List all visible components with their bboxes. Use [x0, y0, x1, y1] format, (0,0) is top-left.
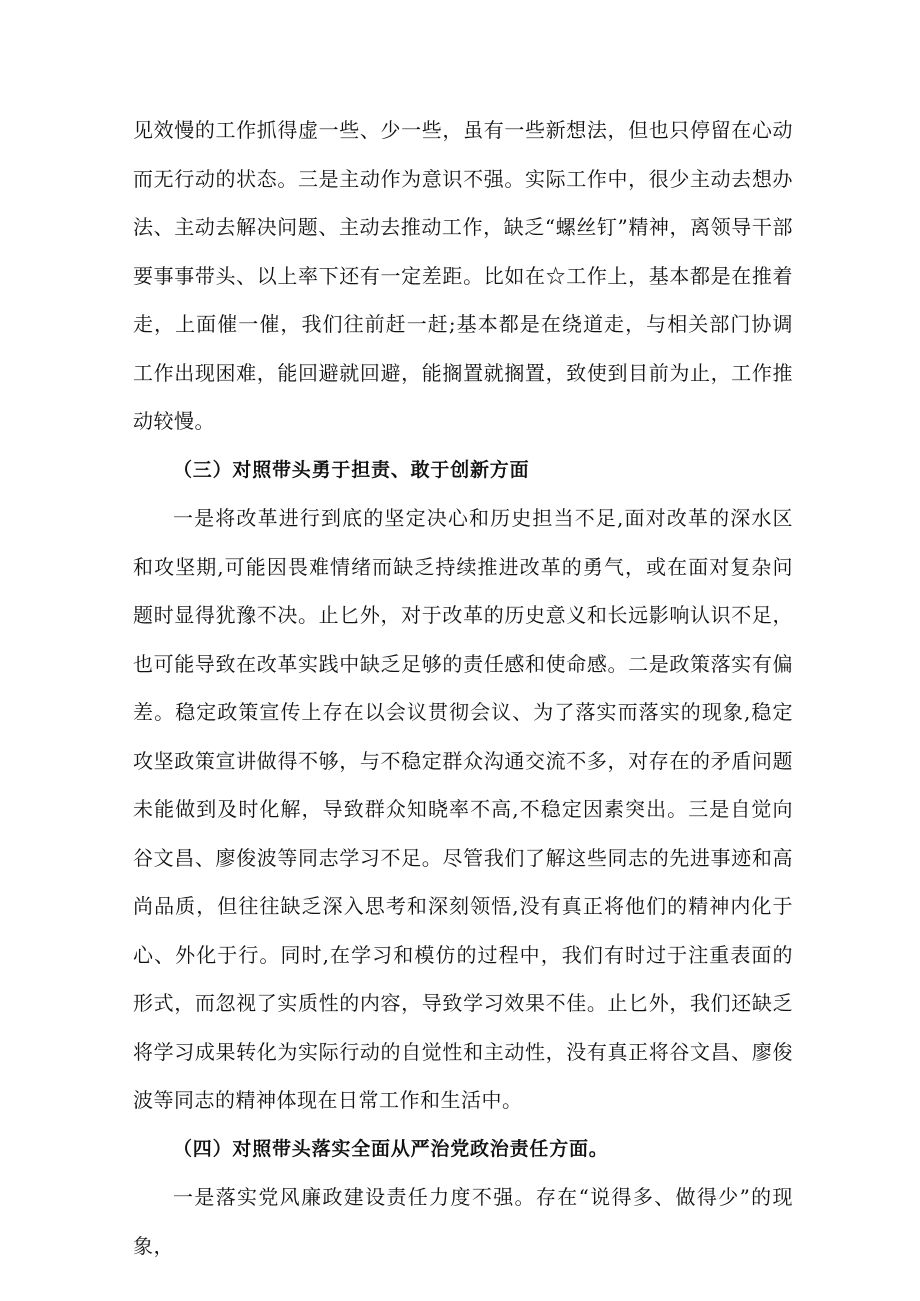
section-heading-4: （四）对照带头落实全面从严治党政治责任方面。 [173, 1137, 609, 1160]
section-heading-3: （三）对照带头勇于担责、敢于创新方面 [173, 458, 530, 481]
document-body [133, 106, 793, 1270]
body-paragraph-continued: 见效慢的工作抓得虚一些、少一些，虽有一些新想法，但也只停留在心动而无行动的状态。三是主动作为意识不强。实际工作中，很少主动去想办法、主动去解决问题、主动去推动工作，缺乏“螺丝钉”精神，离领导干部要事事带头、以上率下还有一定差距。比如在☆工作上，基本都是在推着走，上面催一催，我们往前赶一赶;基本都是在绕道走，与相关部门协调工作出现困难，能回避就回避，能搁置就搁置，致使到目前为止，工作推动较慢。 [133, 118, 793, 433]
body-paragraph-section-3: 一是将改革进行到底的坚定决心和历史担当不足,面对改革的深水区和攻坚期,可能因畏难情绪而缺乏持续推进改革的勇气，或在面对复杂问题时显得犹豫不决。止匕外，对于改革的历史意义和长远影响认识不足，也可能导致在改革实践中缺乏足够的责任感和使命感。二是政策落实有偏差。稳定政策宣传上存在以会议贯彻会议、为了落实而落实的现象,稳定攻坚政策宣讲做得不够，与不稳定群众沟通交流不多，对存在的矛盾问题未能做到及时化解，导致群众知晓率不高,不稳定因素突出。三是自觉向谷文昌、廖俊波等同志学习不足。尽管我们了解这些同志的先进事迹和高尚品质，但往往缺乏深入思考和深刻领悟,没有真正将他们的精神内化于心、外化于行。同时,在学习和模仿的过程中，我们有时过于注重表面的形式，而忽视了实质性的内容，导致学习效果不佳。止匕外，我们还缺乏将学习成果转化为实际行动的自觉性和主动性，没有真正将谷文昌、廖俊波等同志的精神体现在日常工作和生活中。 [133, 506, 793, 1112]
body-paragraph-section-4: 一是落实党风廉政建设责任力度不强。存在“说得多、做得少”的现象， [133, 1185, 793, 1258]
